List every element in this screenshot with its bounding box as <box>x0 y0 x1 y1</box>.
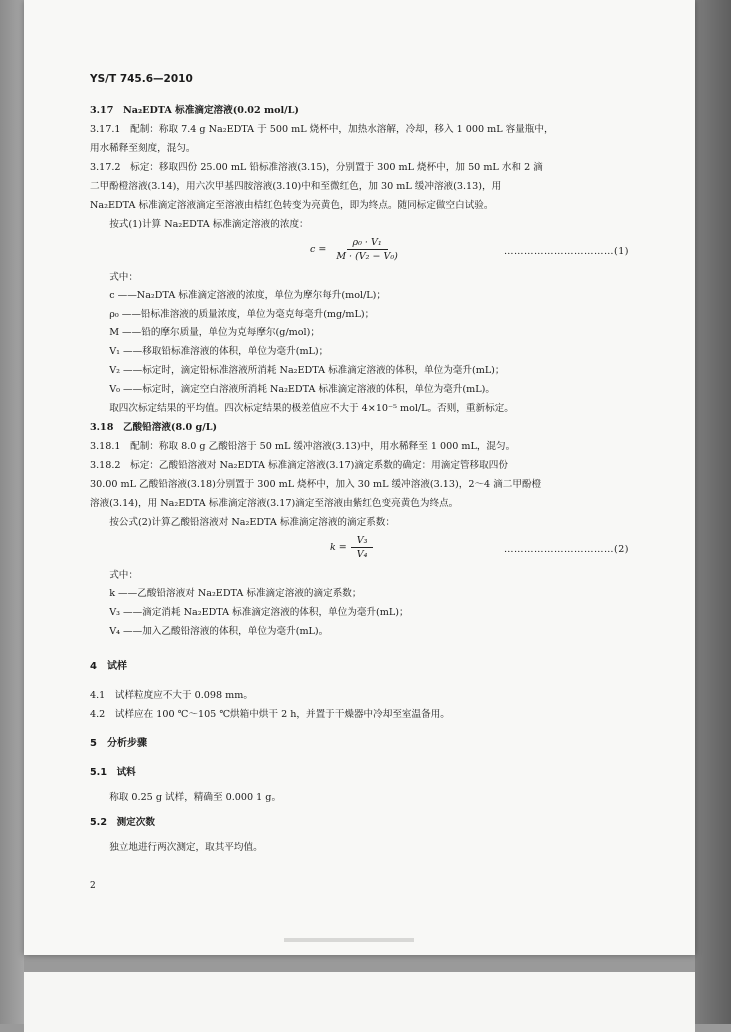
page-content <box>90 70 635 857</box>
average-note: 取四次标定结果的平均值。四次标定结果的极差值应不大于 4×10⁻⁵ mol/L。否则，重新标定。 <box>109 403 514 415</box>
formula-2-number: ……………………………(2) <box>504 544 629 556</box>
viewer-left-margin <box>0 0 24 1024</box>
formula-1-number: ……………………………(1) <box>504 246 629 257</box>
formula-2-numerator: V₃ <box>351 534 374 548</box>
clause-3-18-2-line2: 30.00 mL 乙酸铅溶液(3.18)分别置于 300 mL 烧杯中，加入 30 mL 缓冲溶液(3.13)，2～4 滴二甲酚橙 <box>90 479 542 491</box>
variable-list-2 <box>90 585 635 641</box>
variable-m: M ——铅的摩尔质量，单位为克每摩尔(g/mol)； <box>109 327 320 339</box>
where-label-2: 式中： <box>109 570 138 582</box>
spacer <box>90 724 635 734</box>
document-page <box>24 0 695 955</box>
clause-3-18-2-line3: 溶液(3.14)，用 Na₂EDTA 标准滴定溶液(3.17)滴定至溶液由紫红色变亮黄色为终点。 <box>90 498 459 510</box>
clause-5-2-text: 独立地进行两次测定，取其平均值。 <box>109 842 263 854</box>
formula-1-lhs: c = <box>310 244 327 255</box>
clause-5-2-heading: 5.2 测定次数 <box>90 817 155 829</box>
spacer <box>90 676 635 686</box>
clause-5-1-heading: 5.1 试料 <box>90 767 136 779</box>
clause-4-2: 4.2 试样应在 100 ℃～105 ℃烘箱中烘干 2 h，并置于干燥器中冷却至室温备用。 <box>90 709 450 721</box>
section-5-heading: 5 分析步骤 <box>90 738 147 750</box>
formula-2 <box>90 532 635 566</box>
clause-3-18-2-line1: 3.18.2 标定：乙酸铅溶液对 Na₂EDTA 标准滴定溶液(3.17)滴定系数的确定：用滴定管移取四份 <box>90 460 508 472</box>
standard-header: YS/T 745.6—2010 <box>90 73 193 85</box>
where-label-1: 式中： <box>109 272 138 283</box>
variable-v1: V₁ ——移取铅标准溶液的体积，单位为毫升(mL)； <box>109 346 329 358</box>
formula-1 <box>90 234 635 268</box>
formula-1-expression <box>310 236 404 263</box>
variable-v4: V₄ ——加入乙酸铅溶液的体积，单位为毫升(mL)。 <box>109 625 329 637</box>
clause-3-17-1-line1: 3.17.1 配制：称取 7.4 g Na₂EDTA 于 500 mL 烧杯中，加热水溶解，冷却，移入 1 000 mL 容量瓶中， <box>90 124 554 135</box>
clause-3-18-1: 3.18.1 配制：称取 8.0 g 乙酸铅溶于 50 mL 缓冲溶液(3.13)中，用水稀释至 1 000 mL，混匀。 <box>90 441 516 453</box>
variable-rho0: ρ₀ ——铅标准溶液的质量浓度，单位为毫克每毫升(mg/mL)； <box>109 308 375 320</box>
formula-2-fraction <box>351 534 374 561</box>
formula-2-denominator: V₄ <box>356 549 368 561</box>
clause-3-17-2-line3: Na₂EDTA 标准滴定溶液滴定至溶液由桔红色转变为亮黄色，即为终点。随同标定做空白试验。 <box>90 200 494 211</box>
variable-v3: V₃ ——滴定消耗 Na₂EDTA 标准滴定溶液的体积，单位为毫升(mL)； <box>109 606 409 618</box>
spacer <box>90 753 635 763</box>
variable-k: k ——乙酸铅溶液对 Na₂EDTA 标准滴定溶液的滴定系数； <box>109 588 362 600</box>
clause-3-18: 3.18 乙酸铅溶液(8.0 g/L) <box>90 422 217 434</box>
formula-2-expression <box>330 534 373 561</box>
viewer-scrollbar-track[interactable] <box>695 0 731 1024</box>
clause-3-17-1-line2: 用水稀释至刻度，混匀。 <box>90 143 196 154</box>
formula-1-fraction <box>330 236 404 263</box>
section-4-heading: 4 试样 <box>90 661 127 673</box>
formula-1-denominator: M · (V₂ − V₀) <box>336 251 398 262</box>
page-number: 2 <box>90 881 96 891</box>
clause-3-18-2-line4: 按公式(2)计算乙酸铅溶液对 Na₂EDTA 标准滴定溶液的滴定系数： <box>109 517 395 529</box>
clause-4-1: 4.1 试样粒度应不大于 0.098 mm。 <box>90 690 253 702</box>
variable-v2: V₂ ——标定时，滴定铅标准溶液所消耗 Na₂EDTA 标准滴定溶液的体积，单位为毫升(mL)； <box>109 364 505 376</box>
variable-v0: V₀ ——标定时，滴定空白溶液所消耗 Na₂EDTA 标准滴定溶液的体积，单位为毫升(mL)。 <box>109 383 495 395</box>
variable-list-1 <box>90 287 635 399</box>
next-page-preview <box>24 972 695 1032</box>
formula-2-lhs: k = <box>330 542 347 554</box>
clause-3-17-2-line2: 二甲酚橙溶液(3.14)，用六次甲基四胺溶液(3.10)中和至微红色，加 30 mL 缓冲溶液(3.13)，用 <box>90 181 502 192</box>
spacer <box>90 641 635 657</box>
clause-3-17: 3.17 Na₂EDTA 标准滴定溶液(0.02 mol/L) <box>90 105 299 116</box>
clause-5-1-text: 称取 0.25 g 试样，精确至 0.000 1 g。 <box>109 792 282 804</box>
variable-c: c ——Na₂DTA 标准滴定溶液的浓度，单位为摩尔每升(mol/L)； <box>109 290 387 301</box>
formula-1-numerator: ρ₀ · V₁ <box>347 236 388 250</box>
clause-3-17-2-line4: 按式(1)计算 Na₂EDTA 标准滴定溶液的浓度： <box>109 219 309 230</box>
clause-3-17-2-line1: 3.17.2 标定：移取四份 25.00 mL 铅标准溶液(3.15)，分别置于 300 mL 烧杯中，加 50 mL 水和 2 滴 <box>90 162 543 173</box>
scan-artifact <box>284 938 414 942</box>
